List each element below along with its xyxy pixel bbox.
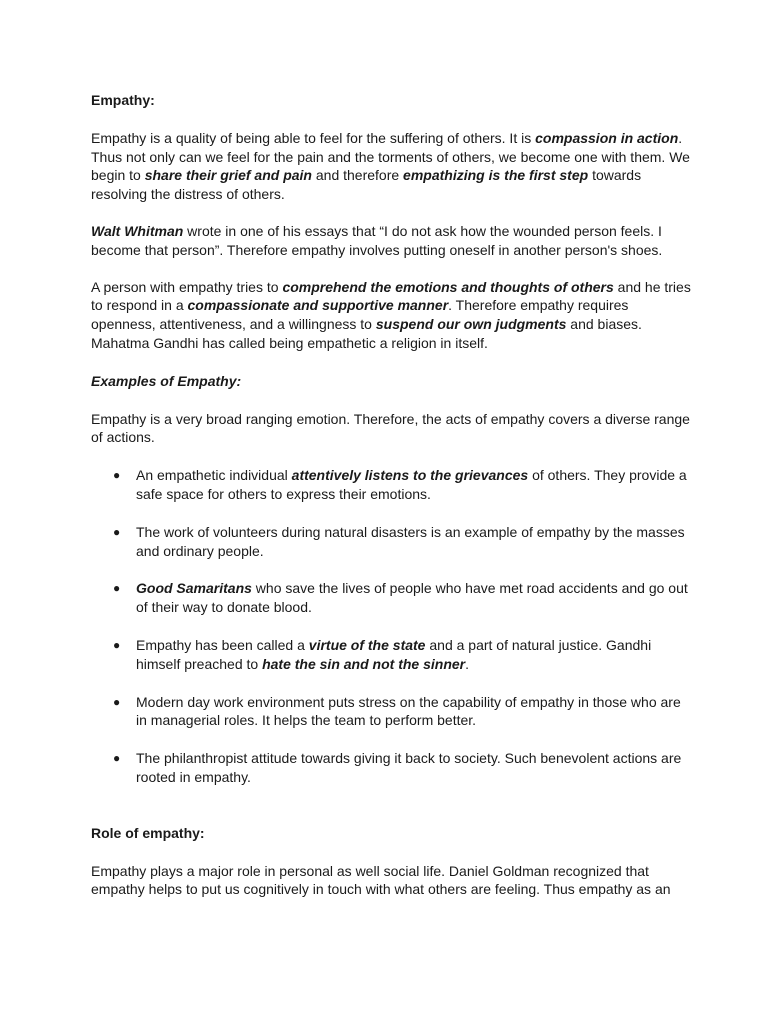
text-run: Empathy has been called a (136, 636, 309, 653)
bullet-icon: ● (113, 694, 121, 709)
emphasis-good-samaritans: Good Samaritans (136, 580, 252, 597)
text-run: who save the lives of people who have met road accidents and go out of their way to donate blood. (136, 580, 688, 616)
text-run: Modern day work environment puts stress on the capability of empathy in those who are in managerial roles. It helps the team to perform better. (136, 693, 681, 729)
text-run: . Thus not only can we feel for the pain and the torments of others, we become one with them. We begin to (91, 129, 690, 184)
text-run: An empathetic individual (136, 467, 292, 484)
text-run: of others. They provide a safe space for others to express their emotions. (136, 467, 687, 502)
text-run: The work of volunteers during natural disasters is an example of empathy by the masses and ordinary people. (136, 523, 685, 559)
paragraph-person-with-empathy (91, 278, 691, 353)
text-run: towards resolving the distress of others. (91, 167, 642, 203)
list-item (91, 466, 691, 504)
text-run: . Therefore empathy requires openness, attentiveness, and a willingness to (91, 297, 629, 333)
heading-empathy: Empathy: (91, 92, 155, 108)
text-run: and a part of natural justice. Gandhi himself preached to (136, 636, 652, 672)
text-run: Empathy is a very broad ranging emotion. Therefore, the acts of empathy covers a diverse range of actions. (91, 410, 690, 446)
bullet-icon: ● (113, 751, 121, 766)
emphasis-compassionate-manner: compassionate and supportive manner (187, 297, 449, 314)
examples-list (91, 466, 691, 787)
text-run: Empathy plays a major role in personal as well social life. Daniel Goldman recognized that empathy helps to put us cognitively in touch with what others are feeling. Thus empathy as an (91, 862, 671, 898)
bullet-icon: ● (113, 581, 121, 596)
paragraph-role (91, 862, 691, 900)
paragraph-definition (91, 129, 691, 204)
document-body (91, 91, 691, 899)
emphasis-share-grief: share their grief and pain (144, 167, 312, 184)
heading-examples: Examples of Empathy: (91, 372, 242, 389)
list-item (91, 749, 691, 787)
emphasis-walt-whitman: Walt Whitman (91, 222, 184, 239)
paragraph-whitman (91, 222, 691, 260)
heading-role: Role of empathy: (91, 824, 205, 841)
emphasis-first-step: empathizing is the first step (403, 167, 589, 184)
text-run: . (465, 655, 469, 672)
text-run: and therefore (311, 167, 404, 184)
text-run: and he tries to respond in a (91, 278, 691, 314)
list-item (91, 523, 691, 561)
list-item (91, 636, 691, 674)
text-run: Empathy is a quality of being able to feel for the suffering of others. It is (91, 129, 536, 146)
list-item (91, 579, 691, 617)
bullet-icon: ● (113, 524, 121, 539)
text-run: A person with empathy tries to (91, 278, 283, 295)
emphasis-compassion-in-action: compassion in action (535, 129, 679, 146)
bullet-icon: ● (113, 468, 121, 483)
emphasis-hate-the-sin: hate the sin and not the sinner (262, 655, 466, 672)
emphasis-listens-grievances: attentively listens to the grievances (291, 467, 529, 484)
list-item (91, 693, 691, 731)
emphasis-virtue-of-state: virtue of the state (308, 636, 426, 653)
text-run: and biases. Mahatma Gandhi has called being empathetic a religion in itself. (91, 316, 642, 351)
text-run: wrote in one of his essays that “I do not ask how the wounded person feels. I become that person”. Therefore empathy involves putting oneself in another person's shoes. (91, 222, 663, 258)
emphasis-comprehend-emotions: comprehend the emotions and thoughts of others (282, 278, 614, 295)
bullet-icon: ● (113, 637, 121, 652)
emphasis-suspend-judgments: suspend our own judgments (375, 316, 567, 333)
text-run: The philanthropist attitude towards giving it back to society. Such benevolent actions are rooted in empathy. (136, 750, 682, 785)
paragraph-broad-emotion (91, 410, 691, 448)
